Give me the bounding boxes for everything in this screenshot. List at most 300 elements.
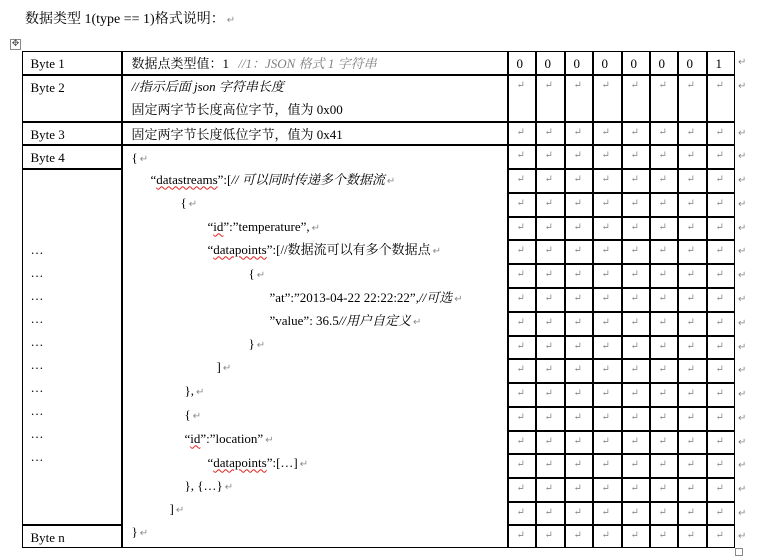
- bit-cell: [707, 312, 735, 336]
- bit-cell: [508, 217, 536, 240]
- bit-cell: [536, 51, 565, 75]
- bit-value: ↵: [658, 292, 667, 304]
- bit-value: ↵: [630, 292, 639, 304]
- ellipsis-label: …: [30, 379, 44, 395]
- bit-value: ↵: [630, 411, 639, 423]
- bit-cell: [593, 525, 622, 548]
- bit-value: ↵: [658, 411, 667, 423]
- bit-cell: [565, 75, 593, 122]
- bit-cell: [650, 264, 678, 288]
- bit-cell: [678, 431, 707, 454]
- json-line: } ↵: [248, 335, 266, 351]
- bit-cell: [678, 145, 707, 169]
- bit-cell: [678, 264, 707, 288]
- bit-cell: [707, 359, 735, 383]
- json-line: { ↵: [248, 265, 266, 281]
- bit-cell: [593, 336, 622, 359]
- bit-cell: [622, 122, 650, 145]
- bit-cell: [508, 169, 536, 193]
- bit-value: ↵: [630, 126, 639, 138]
- bit-cell: [650, 454, 678, 478]
- bit-value: ↵: [516, 482, 525, 494]
- bit-value: ↵: [715, 340, 724, 352]
- bit-cell: [536, 525, 565, 548]
- row-end-mark-icon: ↵: [738, 437, 747, 448]
- bit-cell: [565, 454, 593, 478]
- bit-value: ↵: [544, 149, 553, 161]
- bit-cell: [593, 502, 622, 525]
- bit-cell: [622, 75, 650, 122]
- bit-cell: [565, 288, 593, 312]
- bit-cell: [508, 407, 536, 431]
- bit-cell: [650, 359, 678, 383]
- bit-cell: [565, 240, 593, 264]
- bit-cell: [536, 217, 565, 240]
- json-line: “datapoints”:[//数据流可以有多个数据点 ↵: [207, 241, 442, 257]
- bit-cell: [650, 169, 678, 193]
- bit-value: ↵: [516, 458, 525, 470]
- bit-value: ↵: [516, 126, 525, 138]
- bit-value: ↵: [601, 529, 610, 541]
- json-comment: // 可以同时传递多个数据流: [231, 171, 385, 187]
- bit-value: ↵: [686, 387, 695, 399]
- bit-value: ↵: [715, 173, 724, 185]
- bit-cell: [678, 217, 707, 240]
- json-comment: //数据流可以有多个数据点: [280, 241, 431, 257]
- bit-value: ↵: [573, 197, 582, 209]
- bit-cell: [508, 431, 536, 454]
- bit-cell: [707, 217, 735, 240]
- bit-value: ↵: [715, 221, 724, 233]
- bit-value: ↵: [516, 149, 525, 161]
- ellipsis-label: …: [30, 425, 44, 441]
- bit-cell: [678, 51, 707, 75]
- bit-cell: [650, 478, 678, 502]
- bit-cell: [678, 502, 707, 525]
- bit-cell: [536, 407, 565, 431]
- bit-cell: [508, 75, 536, 122]
- bit-cell: [593, 288, 622, 312]
- bit-value: ↵: [601, 292, 610, 304]
- bit-value: ↵: [686, 363, 695, 375]
- bit-value: ↵: [715, 435, 724, 447]
- bit-value: ↵: [658, 197, 667, 209]
- desc-comment-text: //1：JSON 格式 1 字符串: [238, 55, 377, 71]
- bit-value: 0: [630, 55, 637, 71]
- bit-cell: [707, 51, 735, 75]
- table-move-handle-icon[interactable]: ✥: [11, 39, 20, 49]
- bit-value: ↵: [573, 411, 582, 423]
- ellipsis-label: …: [30, 264, 44, 280]
- bit-cell: [650, 75, 678, 122]
- row-end-mark-icon: ↵: [738, 342, 747, 353]
- bit-cell: [707, 525, 735, 548]
- bit-cell: [536, 478, 565, 502]
- json-example-cell: [122, 145, 508, 548]
- bit-value: ↵: [573, 506, 582, 518]
- bit-cell: [536, 312, 565, 336]
- bit-value: ↵: [658, 149, 667, 161]
- bit-value: ↵: [573, 221, 582, 233]
- bit-value: ↵: [573, 126, 582, 138]
- ellipsis-label: …: [30, 241, 44, 257]
- bit-value: ↵: [516, 197, 525, 209]
- bit-value: ↵: [715, 292, 724, 304]
- row-end-mark-icon: ↵: [738, 175, 747, 186]
- ellipsis-label: …: [30, 333, 44, 349]
- bit-value: ↵: [630, 221, 639, 233]
- bit-cell: [650, 312, 678, 336]
- bit-value: ↵: [544, 79, 553, 91]
- bit-cell: [593, 217, 622, 240]
- bit-cell: [622, 217, 650, 240]
- bit-value: ↵: [573, 529, 582, 541]
- bit-cell: [593, 407, 622, 431]
- bit-cell: [593, 359, 622, 383]
- bit-value: ↵: [686, 126, 695, 138]
- bit-cell: [650, 288, 678, 312]
- bit-cell: [678, 359, 707, 383]
- bit-value: ↵: [516, 506, 525, 518]
- bit-value: 0: [544, 55, 551, 71]
- bit-cell: [678, 454, 707, 478]
- bit-cell: [593, 312, 622, 336]
- bit-cell: [508, 193, 536, 217]
- bit-cell: [707, 383, 735, 407]
- bit-cell: [508, 288, 536, 312]
- bit-cell: [678, 288, 707, 312]
- bit-value: ↵: [658, 458, 667, 470]
- bit-value: ↵: [601, 173, 610, 185]
- bit-value: ↵: [715, 149, 724, 161]
- bit-cell: [565, 383, 593, 407]
- json-line: ] ↵: [169, 500, 185, 516]
- bit-value: 0: [658, 55, 665, 71]
- bit-cell: [678, 240, 707, 264]
- bit-value: ↵: [516, 268, 525, 280]
- bit-cell: [508, 240, 536, 264]
- bit-value: ↵: [630, 316, 639, 328]
- row-end-mark-icon: ↵: [738, 508, 747, 519]
- bit-cell: [707, 288, 735, 312]
- row-label-byte3: [22, 122, 122, 145]
- desc-comment-text: //指示后面 json 字符串长度: [131, 78, 284, 94]
- bit-value: ↵: [630, 268, 639, 280]
- bit-cell: [565, 359, 593, 383]
- bit-cell: [678, 312, 707, 336]
- bit-cell: [593, 122, 622, 145]
- bit-cell: [622, 359, 650, 383]
- bit-cell: [593, 145, 622, 169]
- bit-value: ↵: [630, 387, 639, 399]
- bit-value: ↵: [544, 506, 553, 518]
- ellipsis-label: …: [30, 402, 44, 418]
- bit-cell: [565, 336, 593, 359]
- bit-cell: [707, 431, 735, 454]
- bit-value: ↵: [686, 458, 695, 470]
- bit-cell: [650, 51, 678, 75]
- bit-cell: [622, 407, 650, 431]
- bit-value: ↵: [601, 197, 610, 209]
- bit-cell: [593, 264, 622, 288]
- bit-value: ↵: [601, 363, 610, 375]
- bit-cell: [508, 51, 536, 75]
- bit-cell: [707, 193, 735, 217]
- bit-value: ↵: [630, 197, 639, 209]
- bit-value: ↵: [573, 340, 582, 352]
- bit-value: ↵: [658, 173, 667, 185]
- bit-cell: [536, 264, 565, 288]
- bit-cell: [707, 122, 735, 145]
- bit-cell: [565, 407, 593, 431]
- bit-cell: [565, 193, 593, 217]
- bit-cell: [707, 502, 735, 525]
- row-end-mark-icon: ↵: [738, 128, 747, 139]
- bit-value: ↵: [630, 529, 639, 541]
- bit-value: ↵: [544, 221, 553, 233]
- bit-value: ↵: [544, 387, 553, 399]
- bit-cell: [622, 312, 650, 336]
- bit-cell: [565, 312, 593, 336]
- bit-value: ↵: [686, 268, 695, 280]
- bit-value: ↵: [686, 79, 695, 91]
- bit-value: ↵: [516, 292, 525, 304]
- bit-value: ↵: [601, 411, 610, 423]
- bit-value: ↵: [686, 197, 695, 209]
- json-line: “datapoints”:[…] ↵: [207, 454, 309, 470]
- row-label-byte4: [22, 145, 122, 169]
- bit-cell: [536, 502, 565, 525]
- bit-cell: [593, 431, 622, 454]
- bit-cell: [508, 478, 536, 502]
- bit-value: ↵: [715, 529, 724, 541]
- bit-value: 0: [573, 55, 580, 71]
- row-end-mark-icon: ↵: [738, 318, 747, 329]
- bit-value: ↵: [715, 316, 724, 328]
- bit-value: ↵: [715, 387, 724, 399]
- bit-cell: [678, 75, 707, 122]
- bit-value: ↵: [601, 340, 610, 352]
- bit-value: ↵: [573, 149, 582, 161]
- bit-value: 0: [516, 55, 523, 71]
- bit-value: ↵: [544, 173, 553, 185]
- row-label-byte2: [22, 75, 122, 122]
- bit-cell: [622, 454, 650, 478]
- bit-value: ↵: [573, 435, 582, 447]
- bit-cell: [565, 502, 593, 525]
- bit-value: ↵: [601, 435, 610, 447]
- bit-cell: [622, 478, 650, 502]
- bit-cell: [536, 75, 565, 122]
- bit-cell: [593, 240, 622, 264]
- bit-value: ↵: [516, 221, 525, 233]
- bit-cell: [678, 478, 707, 502]
- bit-cell: [565, 264, 593, 288]
- bit-cell: [565, 431, 593, 454]
- bit-cell: [508, 336, 536, 359]
- bit-cell: [593, 75, 622, 122]
- bit-value: 0: [686, 55, 693, 71]
- bit-cell: [565, 217, 593, 240]
- bit-cell: [622, 502, 650, 525]
- bit-cell: [536, 288, 565, 312]
- json-line: } ↵: [131, 523, 149, 539]
- bit-value: ↵: [715, 506, 724, 518]
- bit-value: ↵: [630, 340, 639, 352]
- row-end-mark-icon: ↵: [738, 365, 747, 376]
- json-line: }, {…} ↵: [184, 477, 234, 493]
- bit-cell: [622, 51, 650, 75]
- bit-cell: [508, 502, 536, 525]
- bit-cell: [593, 478, 622, 502]
- bit-value: ↵: [686, 221, 695, 233]
- bit-value: ↵: [601, 79, 610, 91]
- bit-cell: [593, 51, 622, 75]
- bit-value: ↵: [573, 458, 582, 470]
- bit-cell: [536, 169, 565, 193]
- bit-value: ↵: [544, 363, 553, 375]
- bit-value: ↵: [658, 126, 667, 138]
- bit-cell: [707, 145, 735, 169]
- bit-cell: [508, 312, 536, 336]
- desc-main-text: 固定两字节长度高位字节，值为 0x00: [131, 101, 343, 117]
- bit-value: ↵: [516, 529, 525, 541]
- bit-value: ↵: [686, 506, 695, 518]
- bit-value: ↵: [544, 411, 553, 423]
- label-text: Byte n: [30, 529, 65, 545]
- bit-value: ↵: [601, 387, 610, 399]
- ellipsis-label: …: [30, 287, 44, 303]
- bit-value: ↵: [516, 173, 525, 185]
- bit-cell: [536, 193, 565, 217]
- bit-cell: [536, 383, 565, 407]
- bit-value: ↵: [715, 244, 724, 256]
- desc-byte1: [122, 51, 508, 75]
- bit-value: ↵: [544, 529, 553, 541]
- label-text: Byte 1: [30, 55, 65, 71]
- bit-cell: [707, 264, 735, 288]
- bit-cell: [678, 169, 707, 193]
- bit-cell: [536, 122, 565, 145]
- json-line: }, ↵: [184, 382, 205, 398]
- bit-value: ↵: [516, 363, 525, 375]
- bit-cell: [622, 264, 650, 288]
- row-end-mark-icon: ↵: [738, 270, 747, 281]
- bit-value: ↵: [715, 482, 724, 494]
- ellipsis-label: …: [30, 356, 44, 372]
- bit-value: ↵: [686, 149, 695, 161]
- bit-value: ↵: [686, 482, 695, 494]
- row-end-mark-icon: ↵: [738, 81, 747, 92]
- bit-value: ↵: [573, 268, 582, 280]
- bit-cell: [707, 336, 735, 359]
- bit-cell: [650, 336, 678, 359]
- bit-cell: [565, 122, 593, 145]
- row-end-mark-icon: ↵: [738, 294, 747, 305]
- bit-cell: [565, 145, 593, 169]
- bit-cell: [650, 525, 678, 548]
- bit-value: ↵: [544, 197, 553, 209]
- bit-cell: [593, 169, 622, 193]
- bit-cell: [650, 431, 678, 454]
- bit-value: ↵: [544, 435, 553, 447]
- bit-value: ↵: [544, 340, 553, 352]
- bit-cell: [622, 288, 650, 312]
- bit-value: ↵: [544, 292, 553, 304]
- json-line: { ↵: [184, 406, 202, 422]
- label-text: Byte 3: [30, 126, 65, 142]
- json-comment: //可选: [418, 289, 453, 305]
- bit-value: ↵: [715, 363, 724, 375]
- bit-cell: [565, 51, 593, 75]
- bit-value: ↵: [601, 268, 610, 280]
- bit-value: ↵: [573, 387, 582, 399]
- ellipsis-label: …: [30, 448, 44, 464]
- bit-value: ↵: [686, 316, 695, 328]
- json-line: “id”:”location” ↵: [184, 430, 274, 446]
- json-line: ] ↵: [216, 358, 232, 374]
- bit-value: ↵: [544, 316, 553, 328]
- bit-value: ↵: [573, 292, 582, 304]
- bit-cell: [622, 525, 650, 548]
- bit-value: ↵: [601, 149, 610, 161]
- title-text: 数据类型 1(type == 1)格式说明：: [25, 12, 225, 27]
- bit-cell: [707, 454, 735, 478]
- row-end-mark-icon: ↵: [738, 246, 747, 257]
- bit-cell: [650, 122, 678, 145]
- bit-cell: [593, 454, 622, 478]
- bit-cell: [678, 193, 707, 217]
- bit-value: ↵: [601, 244, 610, 256]
- bit-value: ↵: [658, 268, 667, 280]
- bit-value: ↵: [573, 363, 582, 375]
- bit-value: ↵: [630, 435, 639, 447]
- table-resize-handle-icon[interactable]: [735, 548, 743, 556]
- bit-value: ↵: [516, 387, 525, 399]
- bit-value: ↵: [630, 506, 639, 518]
- bit-value: ↵: [601, 506, 610, 518]
- bit-cell: [536, 431, 565, 454]
- bit-cell: [622, 193, 650, 217]
- row-label-byte1: [22, 51, 122, 75]
- bit-value: ↵: [630, 458, 639, 470]
- bit-value: ↵: [630, 149, 639, 161]
- row-end-mark-icon: ↵: [738, 389, 747, 400]
- row-end-mark-icon: ↵: [738, 223, 747, 234]
- bit-value: ↵: [658, 506, 667, 518]
- bit-value: ↵: [601, 458, 610, 470]
- bit-cell: [650, 383, 678, 407]
- bit-cell: [593, 193, 622, 217]
- bit-value: ↵: [658, 244, 667, 256]
- bit-cell: [707, 478, 735, 502]
- desc-byte2: [122, 75, 508, 122]
- bit-value: ↵: [516, 244, 525, 256]
- bit-cell: [622, 336, 650, 359]
- bit-cell: [707, 240, 735, 264]
- bit-value: ↵: [630, 482, 639, 494]
- desc-byte3: [122, 122, 508, 145]
- json-line: ”at”:”2013-04-22 22:22:22”,//可选 ↵: [269, 289, 463, 305]
- bit-cell: [678, 122, 707, 145]
- bit-value: ↵: [601, 316, 610, 328]
- bit-cell: [678, 407, 707, 431]
- bit-value: ↵: [573, 173, 582, 185]
- row-end-mark-icon: ↵: [738, 413, 747, 424]
- bit-value: ↵: [516, 340, 525, 352]
- row-end-mark-icon: ↵: [738, 151, 747, 162]
- bit-value: ↵: [658, 79, 667, 91]
